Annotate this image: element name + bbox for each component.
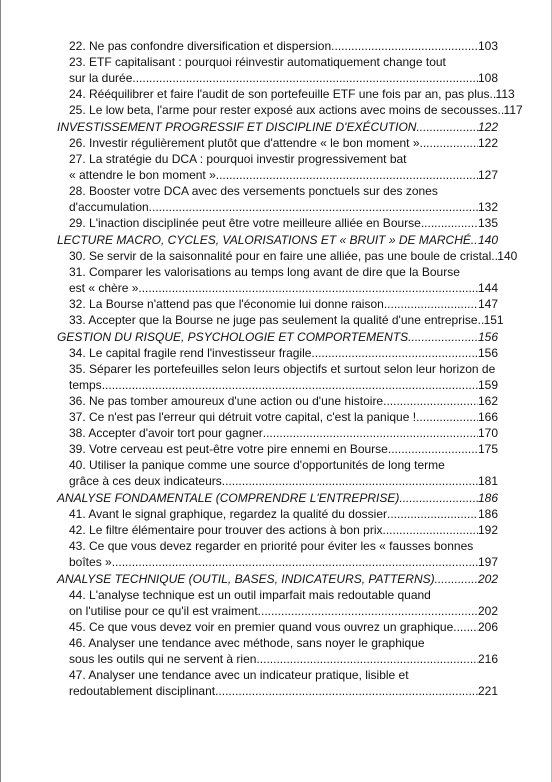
toc-title-text: 30. Se servir de la saisonnalité pour en faire une alliée, pas une boule de cristal [69,249,492,263]
toc-title-text: 43. Ce que vous devez regarder en priorité pour éviter les « fausses bonnes [69,539,474,553]
toc-title-text: LECTURE MACRO, CYCLES, VALORISATIONS ET « BRUIT » DE MARCHÉ [57,233,471,247]
toc-title-text: 44. L'analyse technique est un outil imparfait mais redoutable quand [69,588,431,602]
toc-title-text: ANALYSE FONDAMENTALE (COMPRENDRE L'ENTREPRISE) [57,491,400,505]
toc-entry [57,667,498,699]
toc-entry [57,215,498,231]
page-number: 140 [477,233,498,247]
dot-leader [331,38,478,54]
page-number: 108 [477,71,498,85]
toc-title-text: 29. L'inaction disciplinée peut être votre meilleure alliée en Bourse [69,216,421,230]
toc-title-text: 26. Investir régulièrement plutôt que d'attendre « le bon moment » [69,136,420,150]
toc-title-text: est « chère » [69,281,139,295]
toc-entry [57,361,498,393]
toc-entry [57,457,498,489]
dot-leader [256,651,478,667]
toc-entry [57,102,523,118]
dot-leader [216,167,478,183]
page-number: 122 [477,136,498,150]
dot-leader [215,683,478,699]
toc-title-text: 40. Utiliser la panique comme une source d'opportunités de long terme [69,458,445,472]
dot-leader [112,554,478,570]
dot-leader [132,70,478,86]
page-number: 122 [477,120,498,134]
page-number: 159 [477,378,498,392]
toc-title-text: temps [69,378,102,392]
dot-leader [383,393,478,409]
page-number: 170 [477,426,498,440]
toc-title-text: grâce à ces deux indicateurs [69,474,222,488]
toc-title-text: 45. Ce que vous devez voir en premier quand vous ouvrez un graphique [69,620,454,634]
dot-leader [471,232,478,248]
page-number: 151 [483,313,504,327]
toc-entry [57,135,498,151]
dot-leader [222,473,478,489]
page-number: 166 [477,410,498,424]
dot-leader [453,619,478,635]
page-number: 197 [477,555,498,569]
toc-section-heading [57,328,498,345]
toc-title-text: on l'utilise pour ce qu'il est vraiment [69,604,258,618]
page-number: 192 [477,523,498,537]
toc-entry [57,183,498,215]
page-number: 175 [477,442,498,456]
page-number: 156 [477,346,498,360]
page-number: 135 [477,216,498,230]
page-number: 117 [503,103,523,117]
toc-section-heading [57,231,498,248]
dot-leader [258,603,478,619]
dot-leader [311,345,478,361]
dot-leader [138,280,478,296]
toc-title-text: boîtes » [69,555,112,569]
page-number: 202 [477,572,498,586]
toc-title-text: ANALYSE TECHNIQUE (OUTIL, BASES, INDICATEURS, PATTERNS) [57,572,435,586]
toc-entry [57,248,518,264]
dot-leader [388,441,478,457]
page-number: 156 [477,330,498,344]
dot-leader [416,119,478,135]
toc-title-text: 41. Avant le signal graphique, regardez la qualité du dossier [69,507,387,521]
toc-title-text: 37. Ce n'est pas l'erreur qui détruit votre capital, c'est la panique ! [69,410,417,424]
toc-title-text: INVESTISSEMENT PROGRESSIF ET DISCIPLINE D'EXÉCUTION [57,120,417,134]
toc-title-text: GESTION DU RISQUE, PSYCHOLOGIE ET COMPORTEMENTS [57,330,409,344]
toc-entry [57,345,498,361]
dot-leader [263,425,478,441]
dot-leader [408,329,478,345]
toc-section-heading [57,489,498,506]
page-number: 113 [495,87,515,101]
dot-leader [102,377,478,393]
toc-title-text: 34. Le capital fragile rend l'investisseur fragile [69,346,312,360]
toc-entry [57,425,498,441]
toc-title-text: sur la durée [69,71,133,85]
dot-leader [416,409,478,425]
dot-leader [399,490,478,506]
toc-title-text: 23. ETF capitalisant : pourquoi réinvestir automatiquement change tout [69,55,446,69]
toc-entry [57,296,498,312]
toc-entry [57,38,498,54]
table-of-contents [57,38,523,699]
toc-title-text: 32. La Bourse n'attend pas que l'économie lui donne raison [69,297,384,311]
toc-title-text: 38. Accepter d'avoir tort pour gagner [69,426,263,440]
toc-section-heading [57,570,498,587]
page-number: 132 [477,200,498,214]
page-number: 103 [477,39,498,53]
page-number: 127 [477,168,498,182]
page-number: 162 [477,394,498,408]
page-number: 221 [477,684,498,698]
page-number: 140 [497,249,518,263]
page-number: 202 [477,604,498,618]
dot-leader [149,199,478,215]
toc-title-text: 42. Le filtre élémentaire pour trouver des actions à bon prix [69,523,383,537]
page-number: 186 [477,507,498,521]
toc-entry [57,635,498,667]
toc-entry [57,264,498,296]
toc-section-heading [57,118,498,135]
toc-title-text: 47. Analyser une tendance avec un indicateur pratique, lisible et [69,668,409,682]
toc-title-text: 27. La stratégie du DCA : pourquoi investir progressivement bat [69,152,407,166]
toc-entry [57,86,515,102]
page-number: 144 [477,281,498,295]
toc-entry [57,312,504,328]
toc-title-text: sous les outils qui ne servent à rien [69,652,257,666]
toc-title-text: 35. Séparer les portefeuilles selon leurs objectifs et surtout selon leur horizon de [69,362,496,376]
toc-title-text: 33. Accepter que la Bourse ne juge pas seulement la qualité d'une entreprise [69,313,478,327]
dot-leader [421,215,478,231]
toc-title-text: redoutablement disciplinant [69,684,216,698]
page-number: 216 [477,652,498,666]
toc-entry [57,522,498,538]
toc-entry [57,619,498,635]
toc-entry [57,587,498,619]
toc-title-text: « attendre le bon moment » [69,168,216,182]
page-number: 147 [477,297,498,311]
page-number: 206 [477,620,498,634]
toc-title-text: 39. Votre cerveau est peut-être votre pire ennemi en Bourse [69,442,388,456]
toc-title-text: 24. Rééquilibrer et faire l'audit de son portefeuille ETF une fois par an, pas plus [69,87,490,101]
toc-entry [57,506,498,522]
page-number: 181 [477,474,498,488]
dot-leader [383,522,478,538]
toc-title-text: 28. Booster votre DCA avec des versements ponctuels sur des zones [69,184,438,198]
dot-leader [420,135,478,151]
dot-leader [384,296,478,312]
toc-title-text: 25. Le low beta, l'arme pour rester exposé aux actions avec moins de secousses [69,103,498,117]
page-number: 186 [477,491,498,505]
toc-title-text: d'accumulation [69,200,149,214]
toc-entry [57,151,498,183]
toc-entry [57,54,498,86]
toc-title-text: 22. Ne pas confondre diversification et dispersion [69,39,332,53]
toc-title-text: 36. Ne pas tomber amoureux d'une action ou d'une histoire [69,394,384,408]
toc-entry [57,441,498,457]
toc-title-text: 46. Analyser une tendance avec méthode, sans noyer le graphique [69,636,425,650]
toc-entry [57,409,498,425]
toc-entry [57,538,498,570]
toc-title-text: 31. Comparer les valorisations au temps long avant de dire que la Bourse [69,265,460,279]
dot-leader [435,571,478,587]
toc-entry [57,393,498,409]
dot-leader [387,506,478,522]
